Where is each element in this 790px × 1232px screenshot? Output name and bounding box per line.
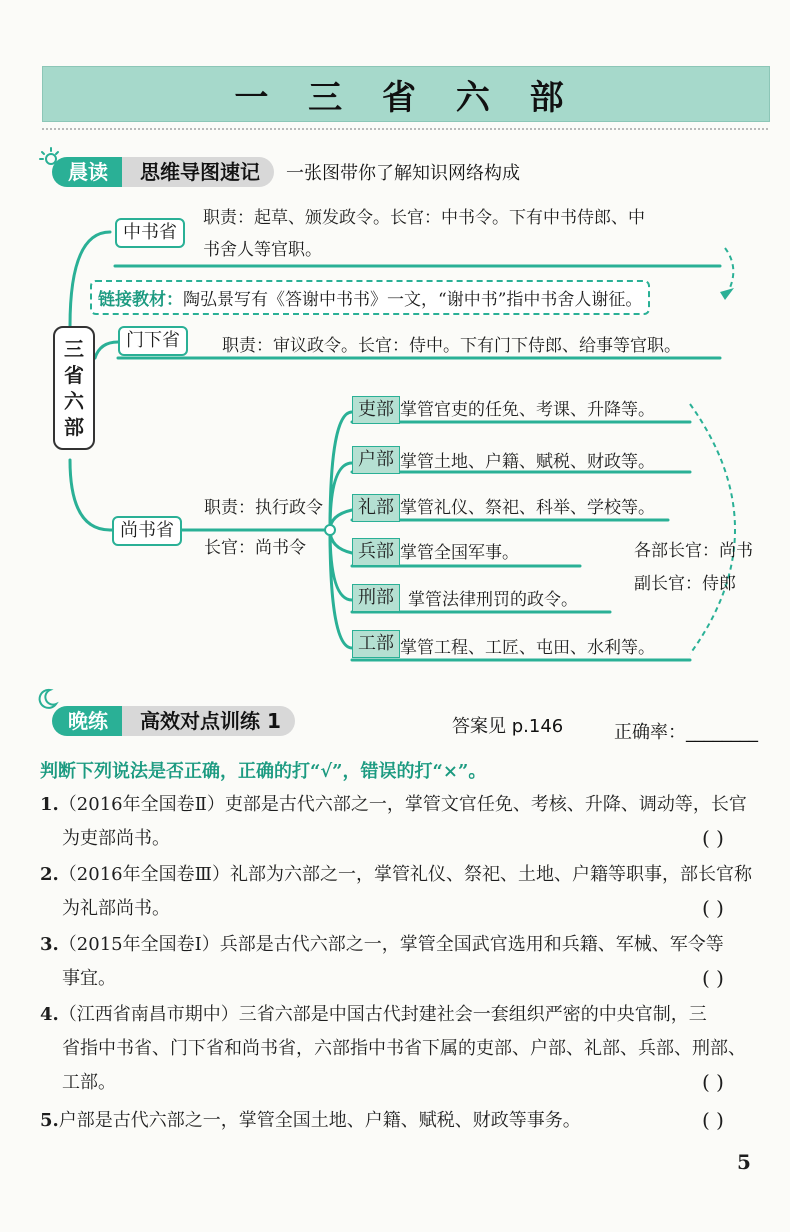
question-text: 为礼部尚书。 [62,898,170,919]
ministry-bing-desc: 掌管全国军事。 [400,543,519,563]
question-text: 户部是古代六部之一，掌管全国土地、户籍、赋税、财政等事务。 [58,1110,581,1131]
side-note-vice: 副长官：侍郎 [634,574,736,594]
ministry-hu: 户部 [352,446,400,474]
mindmap-root: 三省六部 [53,326,95,450]
ministry-bing: 兵部 [352,538,400,566]
shangshu-duty: 职责：执行政令 [204,498,323,518]
section-badge: 晚练 [52,706,138,736]
page-title: 一 三 省 六 部 [234,77,578,118]
page-number: 5 [737,1150,751,1174]
link-label: 链接教材： [98,290,183,310]
accuracy-label: 正确率：________ [614,722,758,743]
question-text: （江西省南昌市期中）三省六部是中国古代封建社会一套组织严密的中央官制，三 [58,1004,707,1025]
question-number: 4. [40,1004,59,1025]
ministry-hu-desc: 掌管土地、户籍、赋税、财政等。 [400,452,655,472]
section-tagline: 一张图带你了解知识网络构成 [286,163,520,184]
link-textbook [90,280,650,315]
branch-zhongshu: 中书省 [115,218,185,248]
question-text: 事宜。 [62,968,116,989]
answer-blank-4[interactable]: ( ) [702,1070,724,1094]
question-1 [40,788,747,856]
menxia-desc: 职责：审议政令。长官：侍中。下有门下侍郎、给事等官职。 [222,336,681,356]
question-text: 省指中书省、门下省和尚书省，六部指中书省下属的吏部、户部、礼部、兵部、刑部、 [62,1038,746,1059]
answer-blank-1[interactable]: ( ) [702,826,724,850]
ministry-rites-desc: 掌管礼仪、祭祀、科举、学校等。 [400,498,655,518]
question-2 [40,858,752,926]
zhongshu-desc-1: 职责：起草、颁发政令。长官：中书令。下有中书侍郎、中 [203,208,645,228]
ministry-li-desc: 掌管官吏的任免、考课、升降等。 [400,400,655,420]
question-number: 3. [40,934,59,955]
ministry-xing: 刑部 [352,584,400,612]
side-note-chief: 各部长官：尚书 [634,541,753,561]
answer-reference: 答案见 p.146 [452,716,564,737]
question-text: 为吏部尚书。 [62,828,170,849]
question-5 [40,1104,581,1138]
ministry-xing-desc: 掌管法律刑罚的政令。 [408,590,578,610]
shangshu-chief: 长官：尚书令 [204,538,306,558]
question-text: （2016年全国卷Ⅲ）礼部为六部之一，掌管礼仪、祭祀、土地、户籍等职事，部长官称 [58,864,752,885]
link-text: 陶弘景写有《答谢中书书》一文，“谢中书”指中书舍人谢征。 [183,290,643,310]
question-number: 2. [40,864,59,885]
section-header-evening [52,706,295,736]
answer-blank-2[interactable]: ( ) [702,896,724,920]
question-text: （2016年全国卷Ⅱ）吏部是古代六部之一，掌管文官任免、考核、升降、调动等，长官 [58,794,747,815]
answer-blank-3[interactable]: ( ) [702,966,724,990]
question-number: 1. [40,794,59,815]
question-4 [40,998,746,1100]
question-number: 5. [40,1110,59,1131]
answer-blank-5[interactable]: ( ) [702,1108,724,1132]
ministry-li: 吏部 [352,396,400,424]
zhongshu-desc-2: 书舍人等官职。 [203,240,322,260]
ministry-rites: 礼部 [352,494,400,522]
question-text: 工部。 [62,1072,116,1093]
ministry-gong-desc: 掌管工程、工匠、屯田、水利等。 [400,638,655,658]
section-name: 高效对点训练 1 [122,706,295,736]
branch-shangshu: 尚书省 [112,516,182,546]
section-name: 思维导图速记 [122,157,274,187]
question-3 [40,928,724,996]
branch-menxia: 门下省 [118,326,188,356]
section-badge: 晨读 [52,157,138,187]
question-text: （2015年全国卷Ⅰ）兵部是古代六部之一，掌管全国武官选用和兵籍、军械、军令等 [58,934,724,955]
ministry-gong: 工部 [352,630,400,658]
instruction: 判断下列说法是否正确，正确的打“√”，错误的打“×”。 [40,761,487,782]
